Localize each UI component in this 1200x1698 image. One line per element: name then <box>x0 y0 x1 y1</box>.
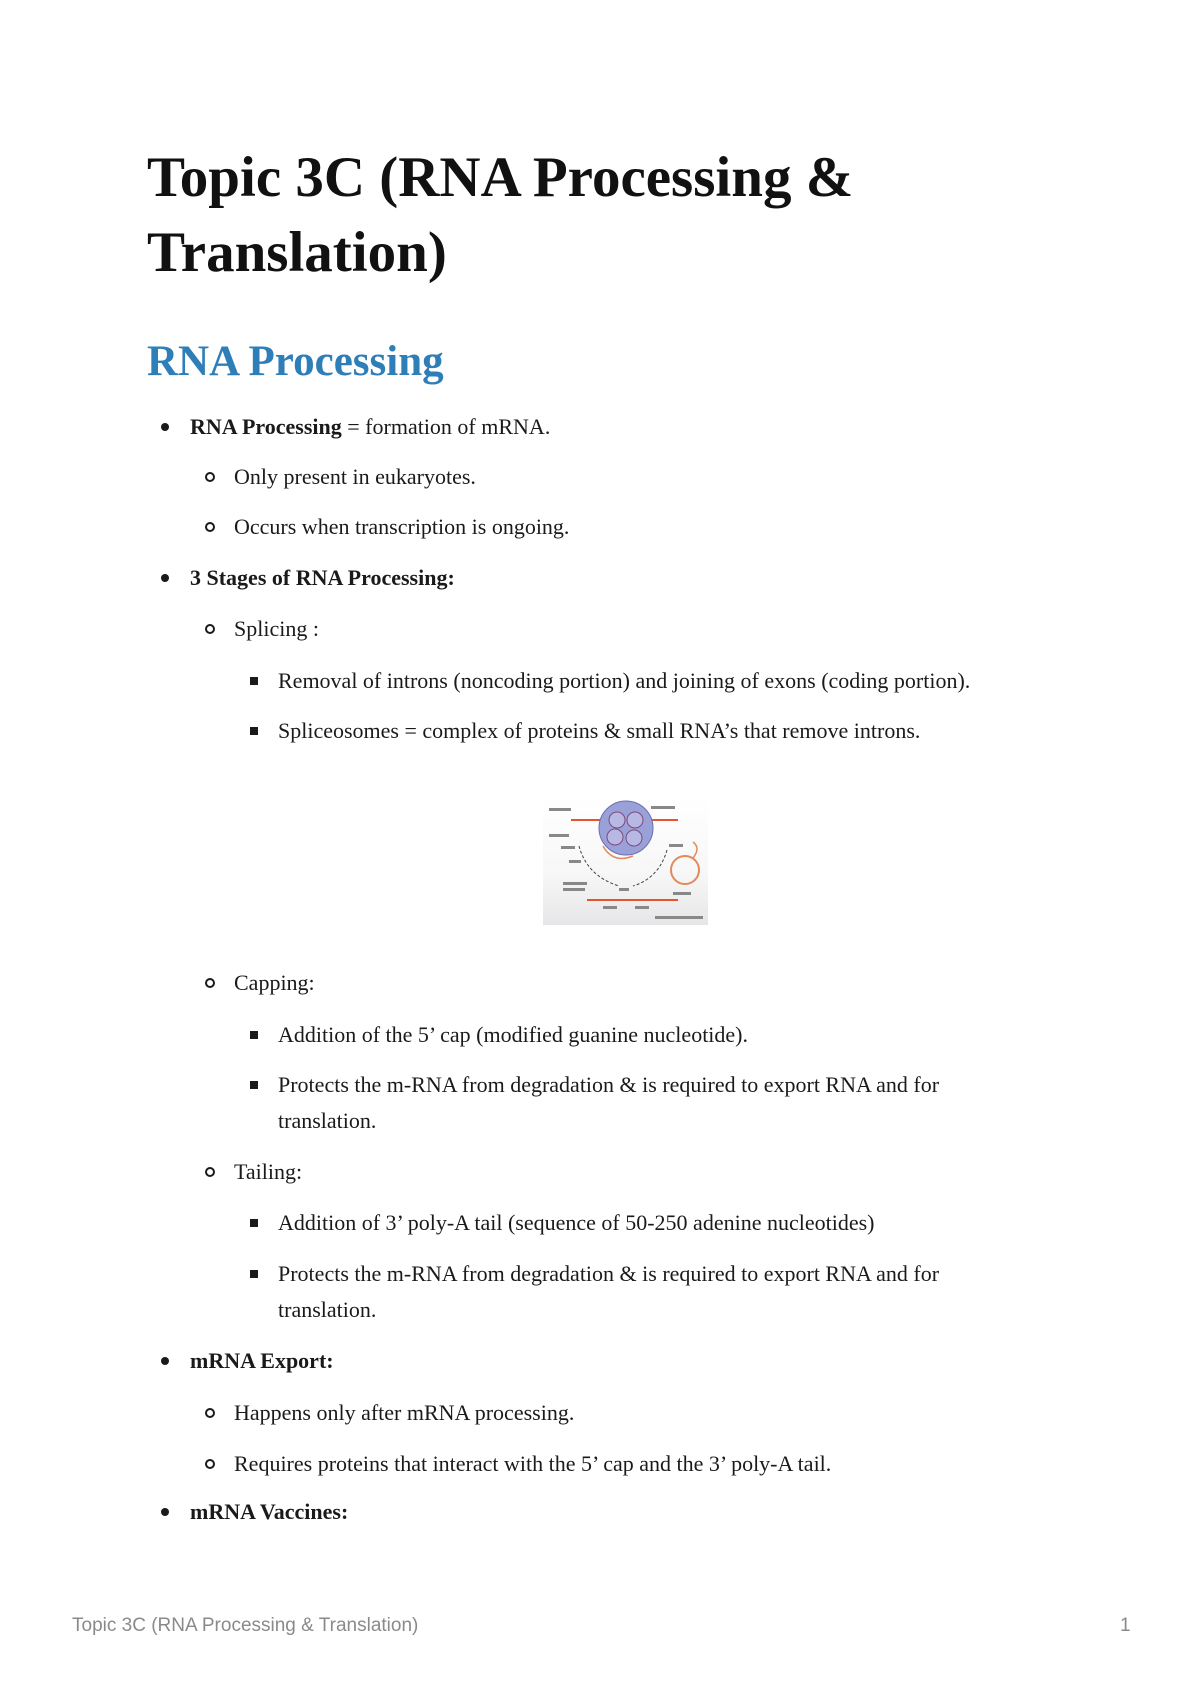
list-item: Addition of the 5’ cap (modified guanine nucleotide). <box>278 1022 749 1047</box>
bullet-square-icon <box>250 727 258 735</box>
bullet-circle-icon <box>205 1408 215 1418</box>
heading-label: mRNA Export: <box>190 1348 334 1373</box>
list-item: Only present in eukaryotes. <box>234 464 476 489</box>
list-item: Removal of introns (noncoding portion) and joining of exons (coding portion). <box>278 668 971 693</box>
list-item: Capping: <box>234 970 315 995</box>
footer-running-title: Topic 3C (RNA Processing & Translation) <box>72 1615 419 1636</box>
bullet-square-icon <box>250 1219 258 1227</box>
bullet-disc-icon <box>161 423 169 431</box>
bullet-square-icon <box>250 1270 258 1278</box>
list-item: Addition of 3’ poly-A tail (sequence of 50-250 adenine nucleotides) <box>278 1210 875 1235</box>
bullet-circle-icon <box>205 1167 215 1177</box>
list-item <box>190 1343 334 1379</box>
bullet-square-icon <box>250 1031 258 1039</box>
list-item: Protects the m-RNA from degradation & is required to export RNA and for <box>278 1072 940 1097</box>
section-heading: RNA Processing <box>147 338 444 385</box>
spliceosome-figure <box>543 798 708 925</box>
bullet-circle-icon <box>205 472 215 482</box>
list-item: Occurs when transcription is ongoing. <box>234 514 570 539</box>
list-item-continuation: translation. <box>278 1108 377 1133</box>
list-item: Happens only after mRNA processing. <box>234 1400 575 1425</box>
heading-label: mRNA Vaccines: <box>190 1499 349 1524</box>
bullet-circle-icon <box>205 978 215 988</box>
bullet-disc-icon <box>161 1508 169 1516</box>
heading-label: 3 Stages of RNA Processing: <box>190 565 455 590</box>
bullet-circle-icon <box>205 624 215 634</box>
document-title: Topic 3C (RNA Processing & Translation) <box>147 146 854 284</box>
spliceosome-diagram-icon <box>543 798 708 925</box>
term-label: RNA Processing <box>190 414 342 439</box>
bullet-square-icon <box>250 1081 258 1089</box>
footer-page-number: 1 <box>1120 1615 1131 1636</box>
bullet-disc-icon <box>161 1357 169 1365</box>
bullet-circle-icon <box>205 522 215 532</box>
bullet-circle-icon <box>205 1459 215 1469</box>
bullet-disc-icon <box>161 574 169 582</box>
definition-text: = formation of mRNA. <box>341 414 551 439</box>
list-item <box>190 560 455 596</box>
list-item <box>190 409 550 445</box>
list-item: Spliceosomes = complex of proteins & small RNA’s that remove introns. <box>278 718 921 743</box>
list-item: Requires proteins that interact with the 5’ cap and the 3’ poly-A tail. <box>234 1451 832 1476</box>
list-item <box>190 1494 348 1530</box>
list-item: Splicing : <box>234 616 319 641</box>
bullet-square-icon <box>250 677 258 685</box>
list-item-continuation: translation. <box>278 1297 377 1322</box>
list-item: Tailing: <box>234 1159 303 1184</box>
list-item: Protects the m-RNA from degradation & is required to export RNA and for <box>278 1261 940 1286</box>
